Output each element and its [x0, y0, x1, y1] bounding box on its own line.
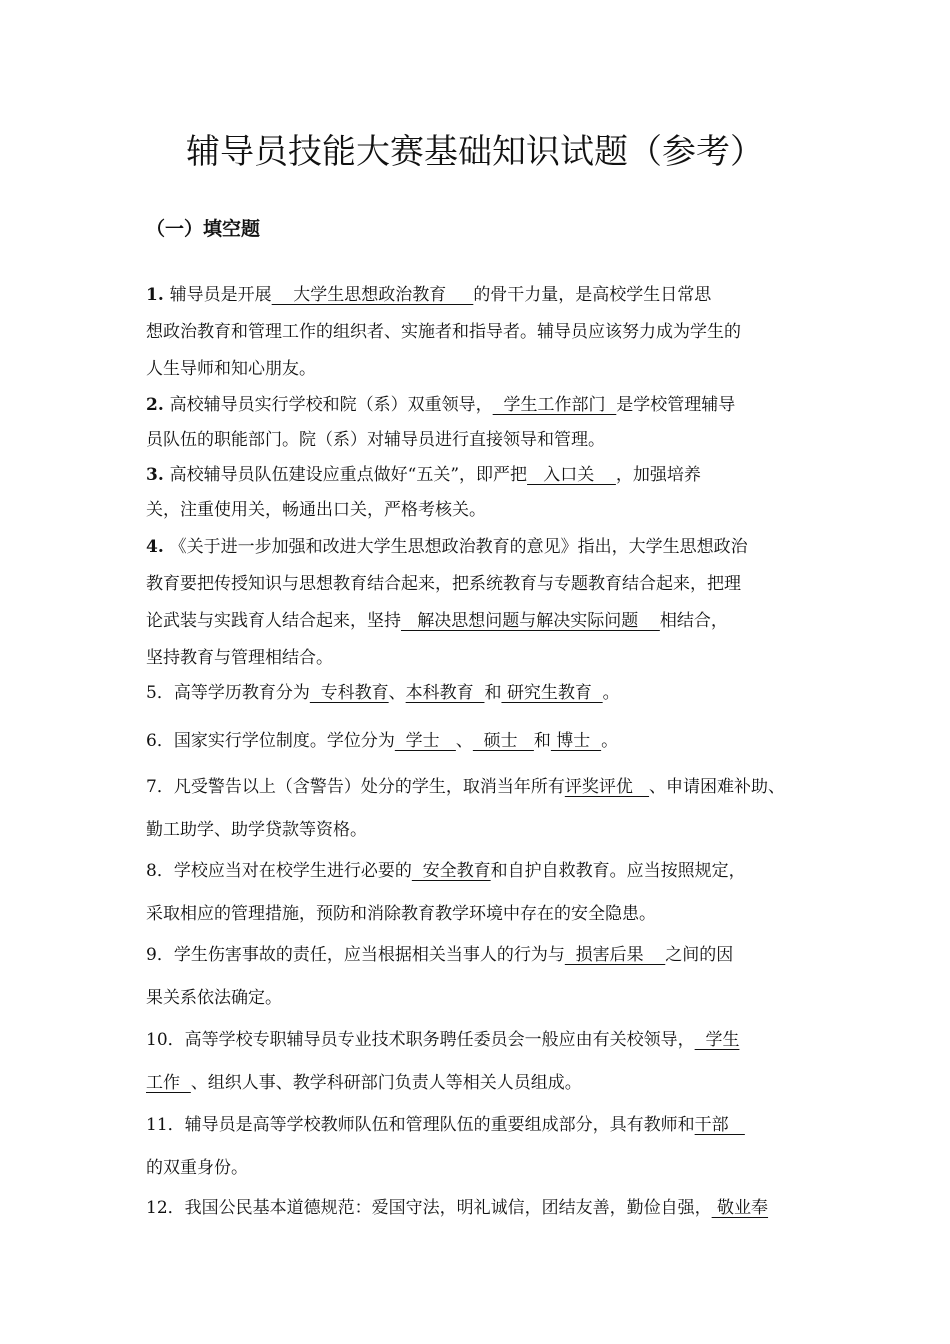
question-text: 果关系依法确定。	[146, 988, 282, 1008]
answer-blank: 敬业奉	[711, 1198, 769, 1218]
question-text: 6．国家实行学位制度。学位分为	[146, 731, 395, 751]
question-line	[146, 280, 711, 305]
question-line	[146, 726, 618, 751]
answer-blank: 干部	[694, 1115, 745, 1135]
question-text: 辅导员是开展	[169, 285, 272, 305]
question-text: 的骨干力量，是高校学生日常思	[473, 285, 712, 305]
question-text: 相结合，	[659, 611, 728, 631]
question-text: 8．学校应当对在校学生进行必要的	[146, 861, 412, 881]
question-number: 2.	[146, 395, 170, 415]
answer-blank: 工作	[146, 1073, 191, 1093]
question-text: 和	[484, 683, 502, 703]
question-text: 、	[388, 683, 406, 703]
question-line	[146, 425, 605, 450]
question-line	[146, 678, 620, 703]
question-line	[146, 772, 785, 797]
question-text: 教育要把传授知识与思想教育结合起来，把系统教育与专题教育结合起来，把理	[146, 574, 741, 594]
question-line	[146, 354, 316, 379]
question-text: 、	[455, 731, 473, 751]
question-line	[146, 940, 733, 965]
question-text: 和	[533, 731, 551, 751]
question-line	[146, 495, 486, 520]
answer-blank: 入口关	[527, 465, 616, 485]
question-line	[146, 460, 701, 485]
question-line	[146, 1110, 745, 1135]
question-text: 论武装与实践育人结合起来，坚持	[146, 611, 401, 631]
question-text: 。	[601, 731, 619, 751]
answer-blank: 学士	[394, 731, 456, 751]
question-line	[146, 856, 746, 881]
question-line	[146, 983, 282, 1008]
answer-blank: 硕士	[472, 731, 534, 751]
question-text: 9．学生伤害事故的责任，应当根据相关当事人的行为与	[146, 945, 565, 965]
question-text: 。	[602, 683, 620, 703]
question-line	[146, 569, 741, 594]
question-line	[146, 317, 741, 342]
question-text: 《关于进一步加强和改进大学生思想政治教育的意见》指出，大学生思想政治	[169, 537, 748, 557]
question-text: 是学校管理辅导	[616, 395, 736, 415]
question-line	[146, 1153, 248, 1178]
answer-blank: 博士	[550, 731, 602, 751]
answer-blank: 评奖评优	[564, 777, 650, 797]
question-text: 想政治教育和管理工作的组织者、实施者和指导者。辅导员应该努力成为学生的	[146, 322, 741, 342]
answer-blank: 专科教育	[309, 683, 389, 703]
question-text: 、组织人事、教学科研部门负责人等相关人员组成。	[190, 1073, 582, 1093]
question-line	[146, 532, 748, 557]
answer-blank: 学生工作部门	[492, 395, 617, 415]
question-text: 勤工助学、助学贷款等资格。	[146, 820, 367, 840]
question-text: 员队伍的职能部门。院（系）对辅导员进行直接领导和管理。	[146, 430, 605, 450]
answer-blank: 损害后果	[564, 945, 666, 965]
question-text: 12．我国公民基本道德规范：爱国守法，明礼诚信，团结友善，勤俭自强，	[146, 1198, 712, 1218]
question-line	[146, 643, 333, 668]
answer-blank: 解决思想问题与解决实际问题	[401, 611, 660, 631]
question-text: 5．高等学历教育分为	[146, 683, 310, 703]
question-text: 之间的因	[665, 945, 734, 965]
question-text: 采取相应的管理措施，预防和消除教育教学环境中存在的安全隐患。	[146, 904, 656, 924]
question-line	[146, 1025, 739, 1050]
question-text: 高校辅导员实行学校和院（系）双重领导，	[169, 395, 493, 415]
answer-blank: 大学生思想政治教育	[271, 285, 474, 305]
question-number: 3.	[146, 465, 170, 485]
question-text: 和自护自救教育。应当按照规定，	[490, 861, 746, 881]
question-line	[146, 1068, 582, 1093]
question-text: 7．凡受警告以上（含警告）处分的学生，取消当年所有	[146, 777, 565, 797]
question-line	[146, 899, 656, 924]
answer-blank: 本科教育	[405, 683, 485, 703]
question-number: 4.	[146, 537, 170, 557]
section-heading: （一）填空题	[146, 218, 261, 240]
question-text: 人生导师和知心朋友。	[146, 359, 316, 379]
question-text: 的双重身份。	[146, 1158, 248, 1178]
question-line	[146, 390, 735, 415]
answer-blank: 安全教育	[411, 861, 491, 881]
question-line	[146, 1193, 768, 1218]
question-line	[146, 606, 728, 631]
question-text: 10．高等学校专职辅导员专业技术职务聘任委员会一般应由有关校领导，	[146, 1030, 695, 1050]
question-text: 11．辅导员是高等学校教师队伍和管理队伍的重要组成部分，具有教师和	[146, 1115, 695, 1135]
question-text: ，加强培养	[615, 465, 701, 485]
question-line	[146, 815, 367, 840]
document-title: 辅导员技能大赛基础知识试题（参考）	[186, 132, 764, 172]
question-text: 高校辅导员队伍建设应重点做好“五关”，即严把	[169, 465, 528, 485]
question-number: 1.	[146, 285, 170, 305]
question-text: 关，注重使用关，畅通出口关，严格考核关。	[146, 500, 486, 520]
question-text: 坚持教育与管理相结合。	[146, 648, 333, 668]
answer-blank: 学生	[694, 1030, 740, 1050]
question-text: 、申请困难补助、	[649, 777, 786, 797]
answer-blank: 研究生教育	[501, 683, 603, 703]
